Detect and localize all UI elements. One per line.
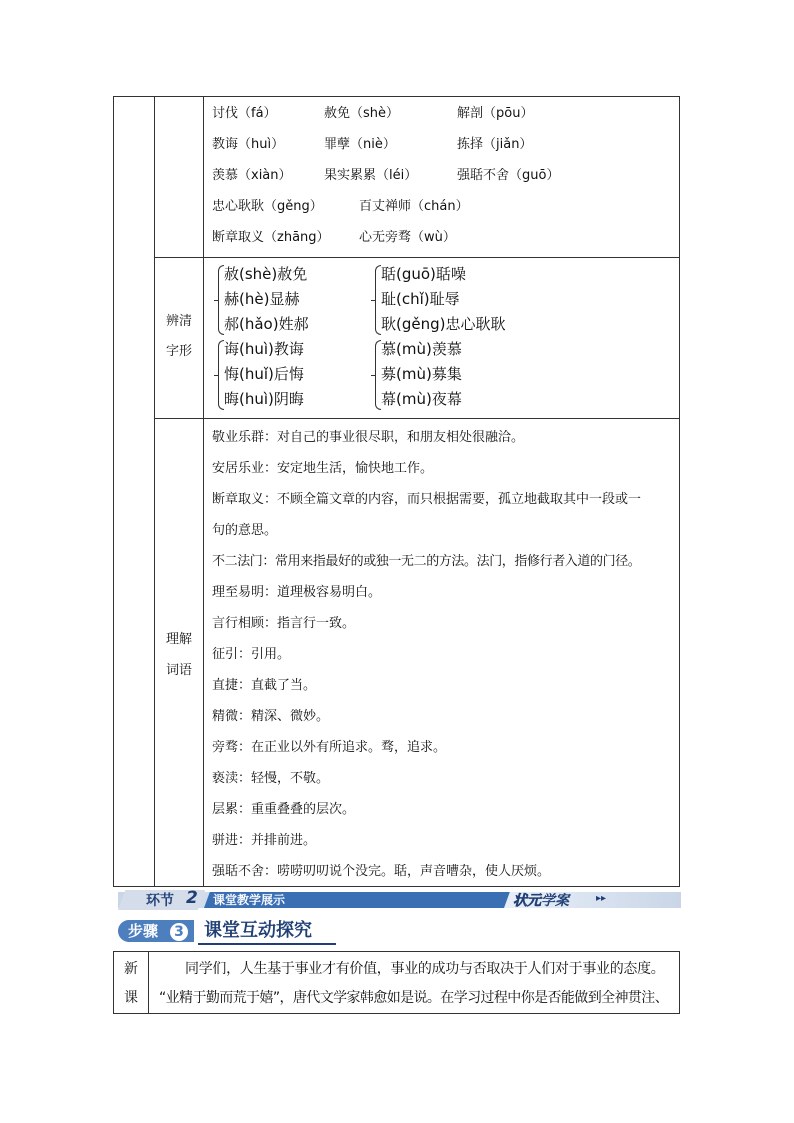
section-label: 课 [124, 990, 138, 1006]
row-divider [154, 418, 679, 419]
section-label: 辨清 [165, 314, 192, 329]
character-item: 幕(mù)夜幕 [381, 390, 462, 408]
row-divider [154, 257, 679, 258]
brand-part2: 学案 [541, 893, 569, 909]
pronunciation-item: 断章取义（zhāng） [212, 230, 330, 245]
step-title: 课堂互动探究 [204, 920, 312, 941]
pronunciation-item: 罪孽（niè） [324, 137, 396, 152]
intro-paragraph-line: “业精于勤而荒于嬉”，唐代文学家韩愈如是说。在学习过程中你是否能做到全神贯注、 [159, 990, 669, 1006]
definition-line: 征引：引用。 [212, 647, 291, 662]
section-label: 词语 [165, 663, 192, 678]
definition-line: 不二法门：常用来指最好的或独一无二的方法。法门，指修行者入道的门径。 [212, 554, 641, 569]
character-item: 晦(huì)阴晦 [224, 390, 304, 408]
section-banner [118, 890, 681, 910]
section-label: 理解 [165, 632, 192, 647]
brand-logo [513, 892, 569, 910]
pronunciation-item: 果实累累（léi） [324, 168, 418, 183]
double-arrow-icon: ▸▸ [596, 893, 607, 904]
definition-line: 言行相顾：指言行一致。 [212, 616, 356, 631]
step-number: 3 [170, 923, 188, 941]
character-item: 慕(mù)羡慕 [381, 340, 462, 358]
banner-number: 2 [186, 888, 198, 908]
brand-part1: 状元 [513, 893, 541, 909]
banner-title: 课堂教学展示 [213, 893, 286, 907]
definition-line: 断章取义：不顾全篇文章的内容，而只根据需要，孤立地截取其中一段或一 [212, 492, 642, 507]
character-item: 募(mù)募集 [381, 365, 462, 383]
pronunciation-item: 羡慕（xiàn） [212, 168, 292, 183]
pronunciation-item: 百丈禅师（chán） [359, 199, 469, 214]
pronunciation-item: 拣择（jiǎn） [457, 137, 533, 152]
character-item: 赫(hè)显赫 [224, 290, 300, 308]
definition-line: 强聒不舍：唠唠叨叨说个没完。聒，声音嘈杂，使人厌烦。 [212, 864, 551, 879]
character-item: 悔(huǐ)后悔 [224, 365, 304, 383]
pronunciation-item: 强聒不舍（guō） [457, 168, 560, 183]
vocabulary-table [113, 96, 680, 887]
section-label: 字形 [165, 344, 192, 359]
pronunciation-item: 解剖（pōu） [457, 106, 534, 121]
section-label: 新 [124, 961, 138, 977]
step-heading [118, 918, 336, 944]
definition-line: 层累：重重叠叠的层次。 [212, 802, 356, 817]
character-item: 赦(shè)赦免 [224, 265, 308, 283]
definition-line: 旁骛：在正业以外有所追求。骛，追求。 [212, 740, 447, 755]
new-lesson-table [113, 951, 680, 1014]
intro-paragraph-line: 同学们，人生基于事业才有价值，事业的成功与否取决于人们对于事业的态度。 [185, 961, 665, 977]
definition-line: 敬业乐群：对自己的事业很尽职，和朋友相处很融洽。 [212, 430, 525, 445]
pronunciation-item: 心无旁骛（wù） [359, 230, 456, 245]
definition-line: 理至易明：道理极容易明白。 [212, 585, 382, 600]
step-underline [198, 943, 336, 945]
pronunciation-item: 赦免（shè） [324, 106, 400, 121]
definition-line: 句的意思。 [212, 523, 278, 538]
definition-line: 亵渎：轻慢，不敬。 [212, 771, 330, 786]
pronunciation-item: 忠心耿耿（gěng） [212, 199, 323, 214]
step-prefix: 步骤 [128, 922, 159, 940]
character-item: 聒(guō)聒噪 [381, 265, 466, 283]
character-item: 耿(gěng)忠心耿耿 [381, 315, 506, 333]
definition-line: 精微：精深、微妙。 [212, 709, 330, 724]
definition-line: 骈进：并排前进。 [212, 833, 317, 848]
definition-line: 直捷：直截了当。 [212, 678, 317, 693]
character-item: 诲(huì)教诲 [224, 340, 304, 358]
banner-label: 环节 [146, 893, 174, 909]
pronunciation-item: 讨伐（fá） [212, 106, 277, 121]
column-divider [203, 97, 204, 886]
column-divider [148, 952, 149, 1013]
character-item: 耻(chǐ)耻辱 [381, 290, 460, 308]
column-divider [154, 97, 155, 886]
pronunciation-item: 教诲（huì） [212, 137, 285, 152]
definition-line: 安居乐业：安定地生活，愉快地工作。 [212, 461, 434, 476]
character-item: 郝(hǎo)姓郝 [224, 315, 309, 333]
